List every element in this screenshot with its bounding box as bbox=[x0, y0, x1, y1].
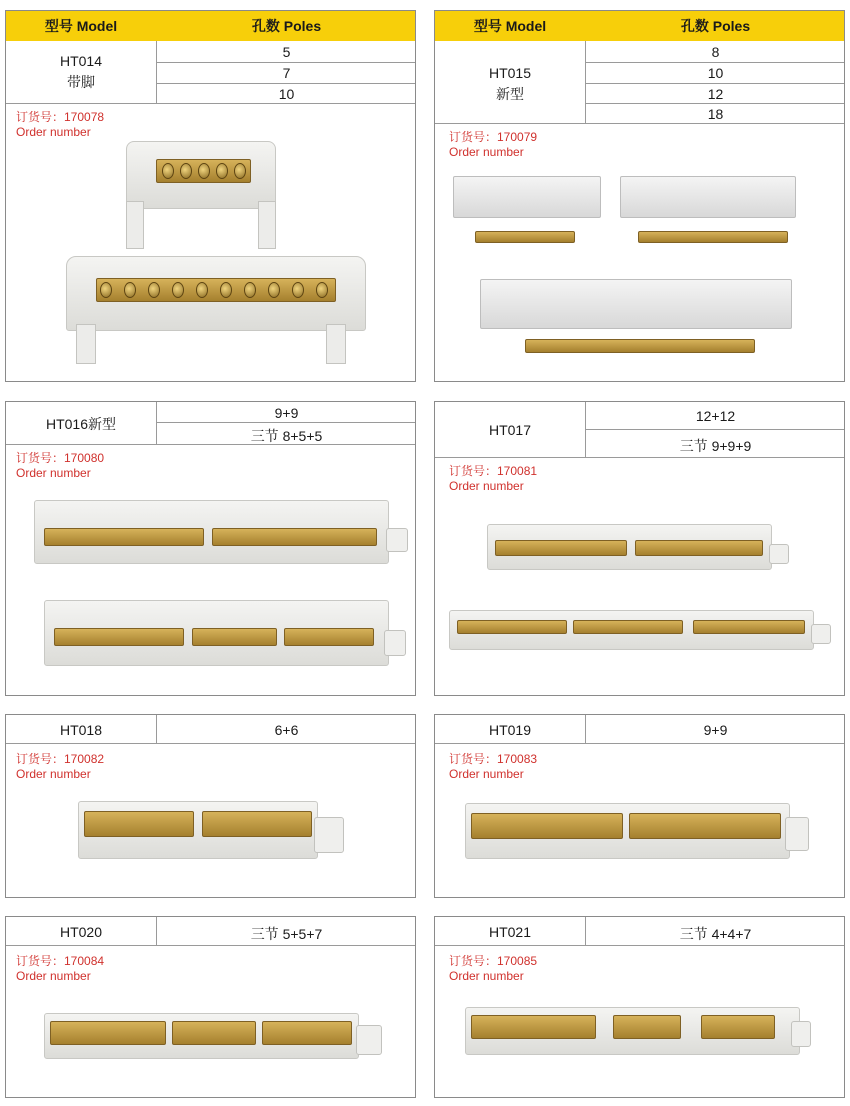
model-header: 型号 Model bbox=[44, 18, 118, 34]
poles-value: 7 bbox=[282, 65, 291, 81]
product-card-ht015 bbox=[434, 10, 845, 382]
table-header bbox=[6, 11, 415, 41]
model-name: HT018 bbox=[59, 722, 103, 738]
product-card-ht016 bbox=[5, 401, 416, 696]
model-name: HT019 bbox=[488, 722, 532, 738]
product-image-ht021 bbox=[465, 1007, 815, 1059]
product-image-ht014-5 bbox=[116, 141, 286, 251]
product-card-ht021 bbox=[434, 916, 845, 1098]
poles-value: 10 bbox=[707, 65, 724, 81]
order-number: 订货号：170078 Order number bbox=[16, 110, 105, 139]
order-number: 订货号：170082 Order number bbox=[16, 752, 105, 781]
product-image-ht019 bbox=[465, 803, 815, 863]
order-number: 订货号：170083 Order number bbox=[449, 752, 538, 781]
poles-value: 9+9 bbox=[703, 722, 728, 738]
model-header: 型号 Model bbox=[473, 18, 547, 34]
product-card-ht014 bbox=[5, 10, 416, 382]
poles-value: 18 bbox=[707, 106, 724, 122]
poles-value: 9+9 bbox=[274, 405, 299, 421]
poles-value: 三节 9+9+9 bbox=[679, 438, 752, 454]
product-image-ht016-8-5-5 bbox=[44, 600, 414, 670]
product-card-ht020 bbox=[5, 916, 416, 1098]
product-image-ht015-18 bbox=[480, 279, 800, 359]
poles-value: 12+12 bbox=[695, 408, 736, 424]
model-name: HT021 bbox=[488, 924, 532, 940]
model-name: HT020 bbox=[59, 924, 103, 940]
order-number: 订货号：170085 Order number bbox=[449, 954, 538, 983]
product-image-ht017-12-12 bbox=[487, 524, 797, 574]
order-number: 订货号：170084 Order number bbox=[16, 954, 105, 983]
poles-value: 三节 5+5+7 bbox=[250, 926, 323, 942]
poles-header: 孔数 Poles bbox=[680, 18, 751, 34]
product-image-ht014-10 bbox=[56, 256, 376, 366]
order-number: 订货号：170079 Order number bbox=[449, 130, 538, 159]
table-header bbox=[435, 11, 844, 41]
poles-value: 8 bbox=[711, 44, 720, 60]
poles-value: 三节 4+4+7 bbox=[679, 926, 752, 942]
poles-value: 三节 8+5+5 bbox=[250, 428, 323, 444]
model-name: HT016新型 bbox=[45, 416, 117, 432]
poles-value: 12 bbox=[707, 86, 724, 102]
model-name: HT017 bbox=[488, 422, 532, 438]
poles-value: 6+6 bbox=[274, 722, 299, 738]
order-number: 订货号：170080 Order number bbox=[16, 451, 105, 480]
product-card-ht017 bbox=[434, 401, 845, 696]
poles-value: 5 bbox=[282, 44, 291, 60]
model-subtitle: 新型 bbox=[496, 86, 524, 102]
product-image-ht017-9-9-9 bbox=[449, 610, 839, 655]
model-subtitle: 带脚 bbox=[67, 74, 95, 90]
product-image-ht018 bbox=[78, 801, 348, 863]
product-image-ht020 bbox=[44, 1013, 389, 1063]
product-card-ht019 bbox=[434, 714, 845, 898]
product-image-ht015-12 bbox=[620, 176, 800, 256]
model-name: HT015 bbox=[488, 65, 532, 81]
product-image-ht016-9-9 bbox=[34, 500, 414, 570]
order-number: 订货号：170081 Order number bbox=[449, 464, 538, 493]
model-name: HT014 bbox=[59, 53, 103, 69]
product-image-ht015-8 bbox=[453, 176, 603, 256]
poles-header: 孔数 Poles bbox=[251, 18, 322, 34]
product-card-ht018 bbox=[5, 714, 416, 898]
poles-value: 10 bbox=[278, 86, 295, 102]
